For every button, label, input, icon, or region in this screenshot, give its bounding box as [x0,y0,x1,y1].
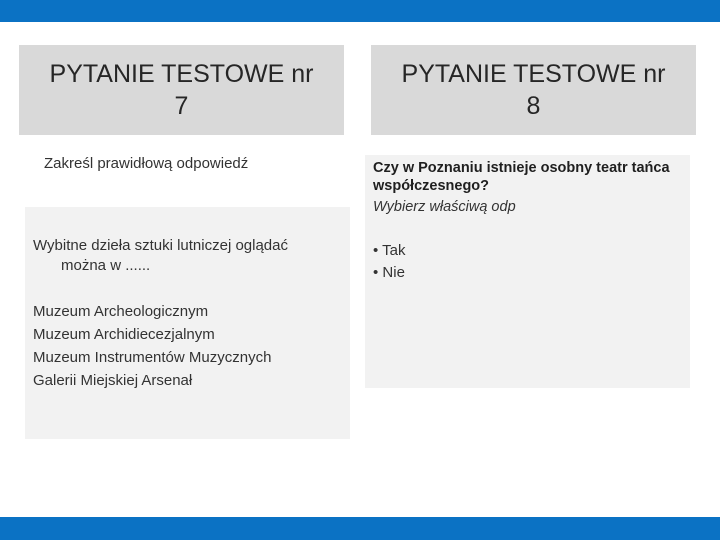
question-7-text [33,236,333,276]
question-7-title-line1: PYTANIE TESTOWE nr [49,60,314,88]
top-blue-band [0,0,720,22]
bottom-blue-band [0,517,720,540]
question-8-title-line1: PYTANIE TESTOWE nr [401,60,666,88]
answer-option[interactable]: Muzeum Archidiecezjalnym [33,326,215,343]
question-8-answers [373,240,406,284]
question-8-title [371,45,696,135]
answer-option[interactable]: Galerii Miejskiej Arsenał [33,372,193,389]
question-7-text-line2: można w ...... [61,257,151,274]
question-7-title-number: 7 [174,92,189,120]
answer-option[interactable]: Muzeum Archeologicznym [33,303,209,320]
question-8-text: Czy w Poznaniu istnieje osobny teatr tańca współczesnego? [373,160,670,194]
question-7-instruction: Zakreśl prawidłową odpowiedź [44,155,249,172]
answer-option[interactable]: • Nie [373,264,405,281]
answer-option[interactable]: Muzeum Instrumentów Muzycznych [33,349,272,366]
answer-option[interactable]: • Tak [373,242,406,259]
question-7-title [19,45,344,135]
question-7-text-line1: Wybitne dzieła sztuki lutniczej oglądać [33,237,288,254]
question-8-instruction: Wybierz właściwą odp [373,199,516,215]
question-8-title-number: 8 [526,92,541,120]
question-7-answers [33,300,271,392]
